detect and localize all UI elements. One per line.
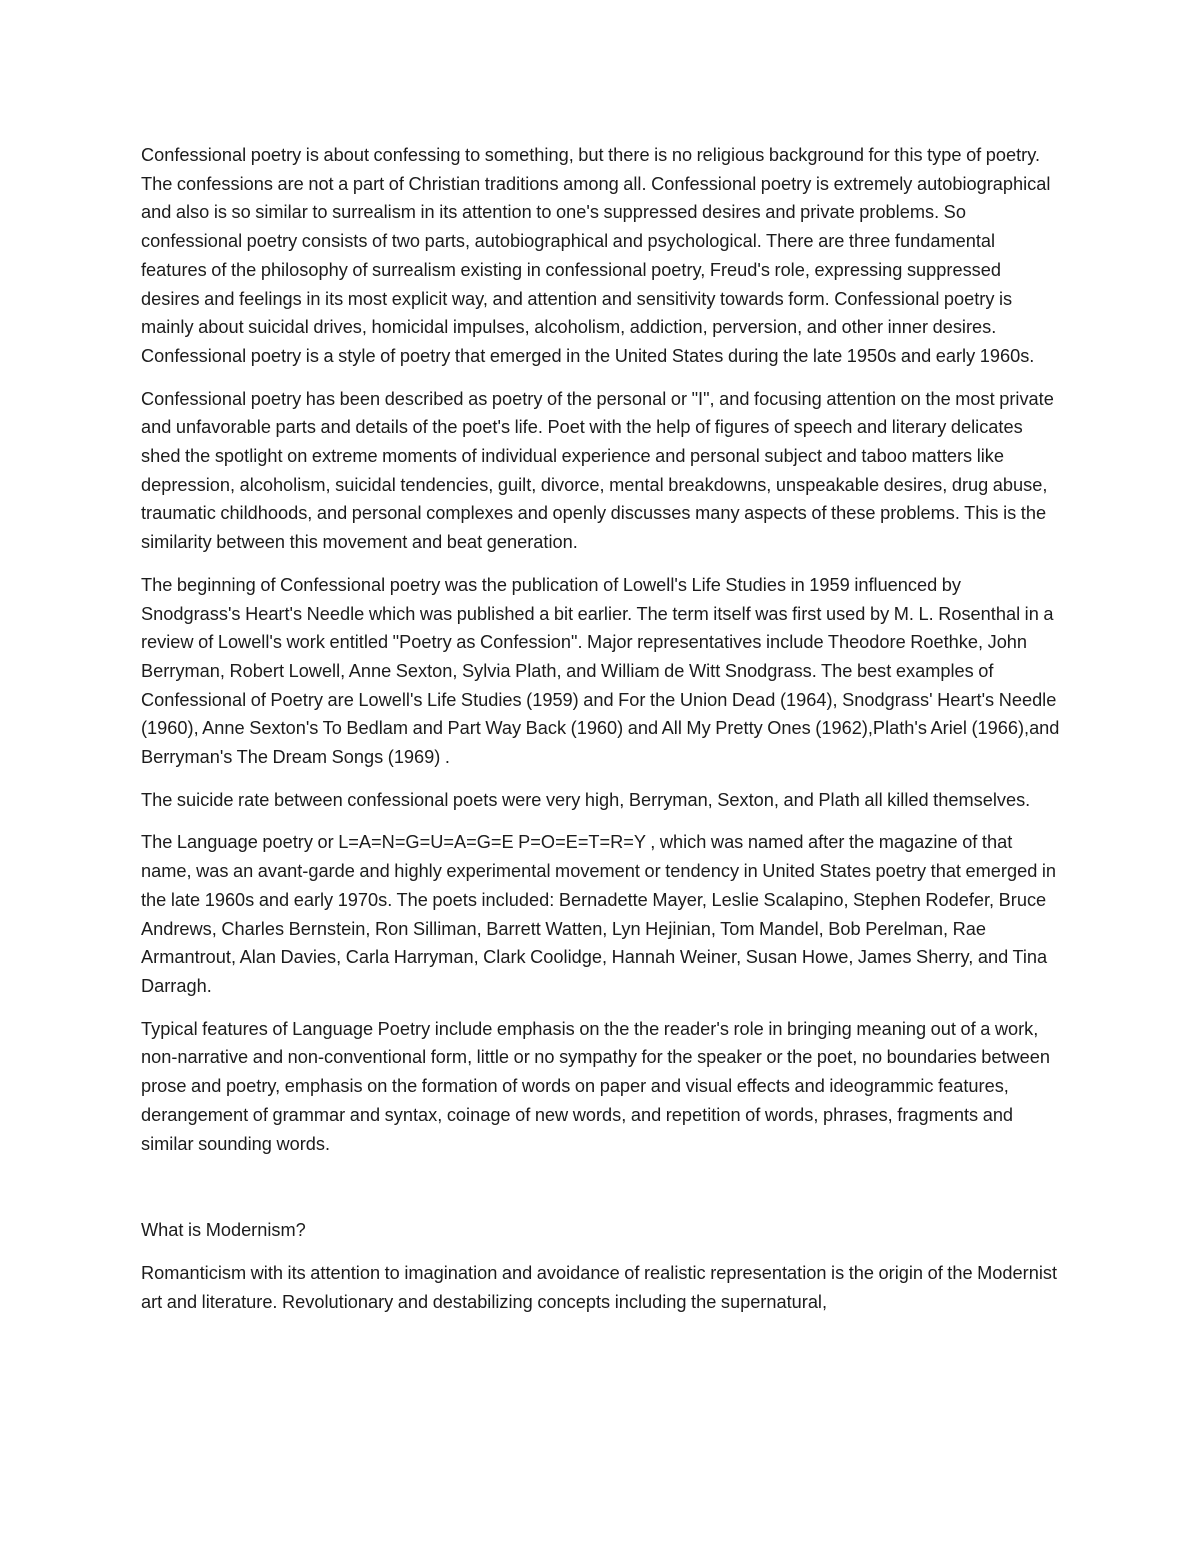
- document-page: [141, 141, 1061, 1330]
- paragraph-suicide-rate: The suicide rate between confessional poets were very high, Berryman, Sexton, and Plath all killed themselves.: [141, 789, 1031, 810]
- paragraph-confessional-description: Confessional poetry has been described as poetry of the personal or "I", and focusing attention on the most private and unfavorable parts and details of the poet's life. Poet with the help of figures of speech and literary delicates shed the spotlight on extreme moments of individual experience and personal subject and taboo matters like depression, alcoholism, suicidal tendencies, guilt, divorce, mental breakdowns, unspeakable desires, drug abuse, traumatic childhoods, and personal complexes and openly discusses many aspects of these problems. This is the similarity between this movement and beat generation.: [141, 388, 1054, 553]
- paragraph-confessional-history: The beginning of Confessional poetry was the publication of Lowell's Life Studies in 1959 influenced by Snodgrass's Heart's Needle which was published a bit earlier. The term itself was first used by M. L. Rosenthal in a review of Lowell's work entitled "Poetry as Confession". Major representatives include Theodore Roethke, John Berryman, Robert Lowell, Anne Sexton, Sylvia Plath, and William de Witt Snodgrass. The best examples of Confessional of Poetry are Lowell's Life Studies (1959) and For the Union Dead (1964), Snodgrass' Heart's Needle (1960), Anne Sexton's To Bedlam and Part Way Back (1960) and All My Pretty Ones (1962),Plath's Ariel (1966),and Berryman's The Dream Songs (1969) .: [141, 574, 1060, 768]
- paragraph-language-poetry: The Language poetry or L=A=N=G=U=A=G=E P=O=E=T=R=Y , which was named after the magazine of that name, was an avant-garde and highly experimental movement or tendency in United States poetry that emerged in the late 1960s and early 1970s. The poets included: Bernadette Mayer, Leslie Scalapino, Stephen Rodefer, Bruce Andrews, Charles Bernstein, Ron Silliman, Barrett Watten, Lyn Hejinian, Tom Mandel, Bob Perelman, Rae Armantrout, Alan Davies, Carla Harryman, Clark Coolidge, Hannah Weiner, Susan Howe, James Sherry, and Tina Darragh.: [141, 832, 1057, 996]
- blank-line: [141, 1172, 1061, 1216]
- section-heading-modernism: What is Modernism?: [141, 1220, 306, 1241]
- paragraph-modernism-origin: Romanticism with its attention to imagination and avoidance of realistic representation is the origin of the Modernist art and literature. Revolutionary and destabilizing concepts including the supernatural,: [141, 1262, 1058, 1312]
- paragraph-confessional-intro: Confessional poetry is about confessing to something, but there is no religious background for this type of poetry. The confessions are not a part of Christian traditions among all. Confessional poetry is extremely autobiographical and also is so similar to surrealism in its attention to one's suppressed desires and private problems. So confessional poetry consists of two parts, autobiographical and psychological. There are three fundamental features of the philosophy of surrealism existing in confessional poetry, Freud's role, expressing suppressed desires and feelings in its most explicit way, and attention and sensitivity towards form. Confessional poetry is mainly about suicidal drives, homicidal impulses, alcoholism, addiction, perversion, and other inner desires. Confessional poetry is a style of poetry that emerged in the United States during the late 1950s and early 1960s.: [141, 145, 1051, 366]
- paragraph-language-features: Typical features of Language Poetry include emphasis on the the reader's role in bringing meaning out of a work, non-narrative and non-conventional form, little or no sympathy for the speaker or the poet, no boundaries between prose and poetry, emphasis on the formation of words on paper and visual effects and ideogrammic features, derangement of grammar and syntax, coinage of new words, and repetition of words, phrases, fragments and similar sounding words.: [141, 1018, 1050, 1154]
